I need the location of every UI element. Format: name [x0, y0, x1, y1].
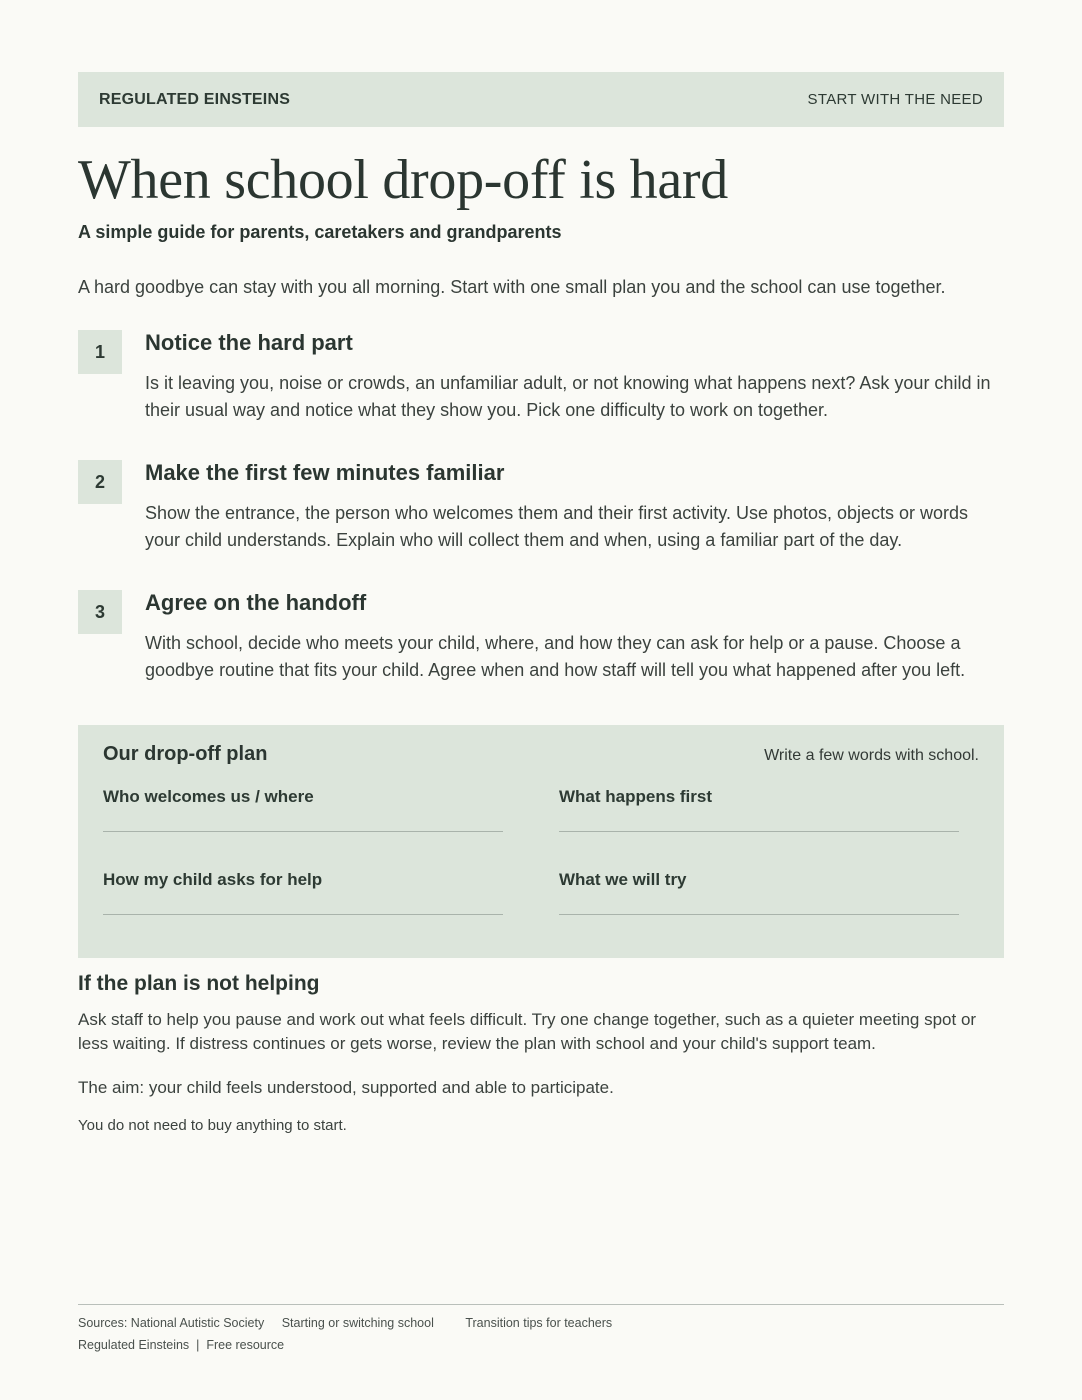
plan-field-how-child-asks: [103, 870, 503, 915]
step-1: [78, 330, 1004, 424]
drop-off-plan-panel: [78, 725, 1004, 958]
write-in-line[interactable]: [559, 914, 959, 915]
page-title: When school drop-off is hard: [78, 149, 728, 211]
plan-title: Our drop-off plan: [103, 743, 268, 765]
page-subtitle: A simple guide for parents, caretakers and grandparents: [78, 222, 562, 242]
help-heading: If the plan is not helping: [78, 972, 320, 995]
plan-note: Write a few words with school.: [764, 747, 979, 764]
source-link-starting-school[interactable]: Starting or switching school: [281, 1316, 434, 1330]
field-label: What we will try: [559, 870, 687, 889]
tagline: START WITH THE NEED: [807, 91, 983, 108]
plan-field-what-happens-first: [559, 787, 959, 832]
no-purchase-note: You do not need to buy anything to start.: [78, 1117, 347, 1134]
step-body: Is it leaving you, noise or crowds, an unfamiliar adult, or not knowing what happens next? Ask your child in their usual way and notice what they show you. Pick one difficulty to work on together.: [145, 373, 991, 420]
credit-line: Regulated Einsteins | Free resource: [78, 1338, 285, 1352]
step-2: [78, 460, 1004, 554]
step-title: Agree on the handoff: [145, 590, 367, 615]
write-in-line[interactable]: [103, 831, 503, 832]
step-title: Make the first few minutes familiar: [145, 460, 505, 485]
intro-paragraph: A hard goodbye can stay with you all morning. Start with one small plan you and the school can use together.: [78, 277, 946, 297]
step-number-badge: 1: [78, 330, 122, 374]
brand-name: REGULATED EINSTEINS: [99, 90, 291, 108]
plan-field-what-we-will-try: [559, 870, 959, 915]
footer: [78, 1304, 1004, 1352]
step-number-badge: 2: [78, 460, 122, 504]
step-title: Notice the hard part: [145, 330, 353, 355]
source-link-transition-tips[interactable]: Transition tips for teachers: [465, 1316, 613, 1330]
plan-field-who-welcomes: [103, 787, 503, 832]
write-in-line[interactable]: [559, 831, 959, 832]
sources-label: Sources: National Autistic Society: [78, 1316, 265, 1330]
write-in-line[interactable]: [103, 914, 503, 915]
field-label: What happens first: [559, 787, 713, 806]
sources-line: [78, 1316, 1004, 1330]
step-number-badge: 3: [78, 590, 122, 634]
step-3: [78, 590, 1004, 684]
header-banner: [78, 72, 1004, 127]
step-body: With school, decide who meets your child, where, and how they can ask for help or a pause. Choose a goodbye routine that fits your child. Agree when and how staff will tell you what happened after you left.: [145, 633, 966, 680]
step-body: Show the entrance, the person who welcomes them and their first activity. Use photos, objects or words your child understands. Explain who will collect them and when, using a familiar part of the day.: [145, 503, 969, 550]
field-label: Who welcomes us / where: [103, 787, 314, 806]
document: [78, 72, 1004, 1134]
aim-statement: The aim: your child feels understood, supported and able to participate.: [78, 1078, 614, 1097]
field-label: How my child asks for help: [103, 870, 323, 889]
help-paragraph: Ask staff to help you pause and work out what feels difficult. Try one change together, such as a quieter meeting spot or less waiting. If distress continues or gets worse, review the plan with school and your child's support team.: [78, 1010, 977, 1053]
